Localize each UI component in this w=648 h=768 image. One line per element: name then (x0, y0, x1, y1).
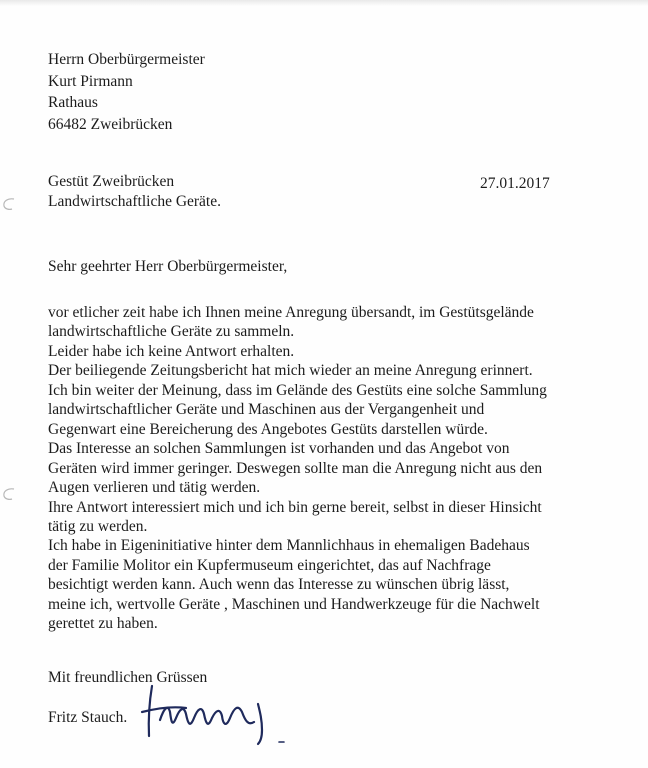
body-line: der Familie Molitor ein Kupfermuseum eingerichtet, das auf Nachfrage (48, 556, 491, 574)
body-line: meine ich, wertvolle Geräte , Maschinen und Handwerkzeuge für die Nachwelt (48, 595, 540, 613)
letter-date: 27.01.2017 (480, 175, 550, 192)
salutation: Sehr geehrter Herr Oberbürgermeister, (48, 258, 288, 275)
body-line: Leider habe ich keine Antwort erhalten. (48, 342, 295, 360)
body-line: Ich habe in Eigeninitiative hinter dem Mannlichhaus in ehemaligen Badehaus (48, 537, 530, 555)
signer-name: Fritz Stauch. (48, 709, 128, 726)
recipient-line: Rathaus (48, 94, 98, 111)
body-line: Das Interesse an solchen Sammlungen ist vorhanden und das Angebot von (48, 440, 510, 458)
recipient-line: Herrn Oberbürgermeister (48, 51, 205, 68)
body-line: Ihre Antwort interessiert mich und ich bin gerne bereit, selbst in dieser Hinsicht (48, 498, 542, 516)
body-line: gerettet zu haben. (48, 615, 158, 633)
scan-edge-shadow (0, 0, 648, 6)
recipient-line: Kurt Pirmann (48, 72, 133, 90)
subject-line: Landwirtschaftliche Geräte. (48, 193, 221, 210)
body-line: Geräten wird immer geringer. Deswegen sollte man die Anregung nicht aus den (48, 459, 543, 477)
punch-hole-icon (0, 486, 16, 502)
recipient-line: 66482 Zweibrücken (48, 115, 173, 133)
body-line: besichtigt werden kann. Auch wenn das Interesse zu wünschen übrig lässt, (48, 576, 510, 594)
body-line: Der beiliegende Zeitungsbericht hat mich wieder an meine Anregung erinnert. (48, 362, 533, 380)
subject-line: Gestüt Zweibrücken (48, 173, 175, 190)
body-line: landwirtschaftliche Geräte zu sammeln. (48, 323, 295, 341)
letter-body (48, 303, 547, 634)
body-line: tätig zu werden. (48, 517, 148, 535)
handwritten-signature-icon (138, 678, 298, 748)
body-line: landwirtschaftlicher Geräte und Maschinen aus der Vergangenheit und (48, 401, 485, 419)
body-line: vor etlicher zeit habe ich Ihnen meine Anregung übersandt, im Gestütsgelände (48, 304, 534, 321)
body-line: Ich bin weiter der Meinung, dass im Gelände des Gestüts eine solche Sammlung (48, 381, 547, 399)
punch-hole-icon (0, 196, 16, 212)
closing-phrase: Mit freundlichen Grüssen (48, 669, 208, 686)
body-line: Gegenwart eine Bereicherung des Angebotes Gestüts darstellen würde. (48, 420, 488, 438)
body-line: Augen verlieren und tätig werden. (48, 479, 261, 497)
recipient-address (48, 49, 205, 135)
subject-block (48, 172, 221, 212)
